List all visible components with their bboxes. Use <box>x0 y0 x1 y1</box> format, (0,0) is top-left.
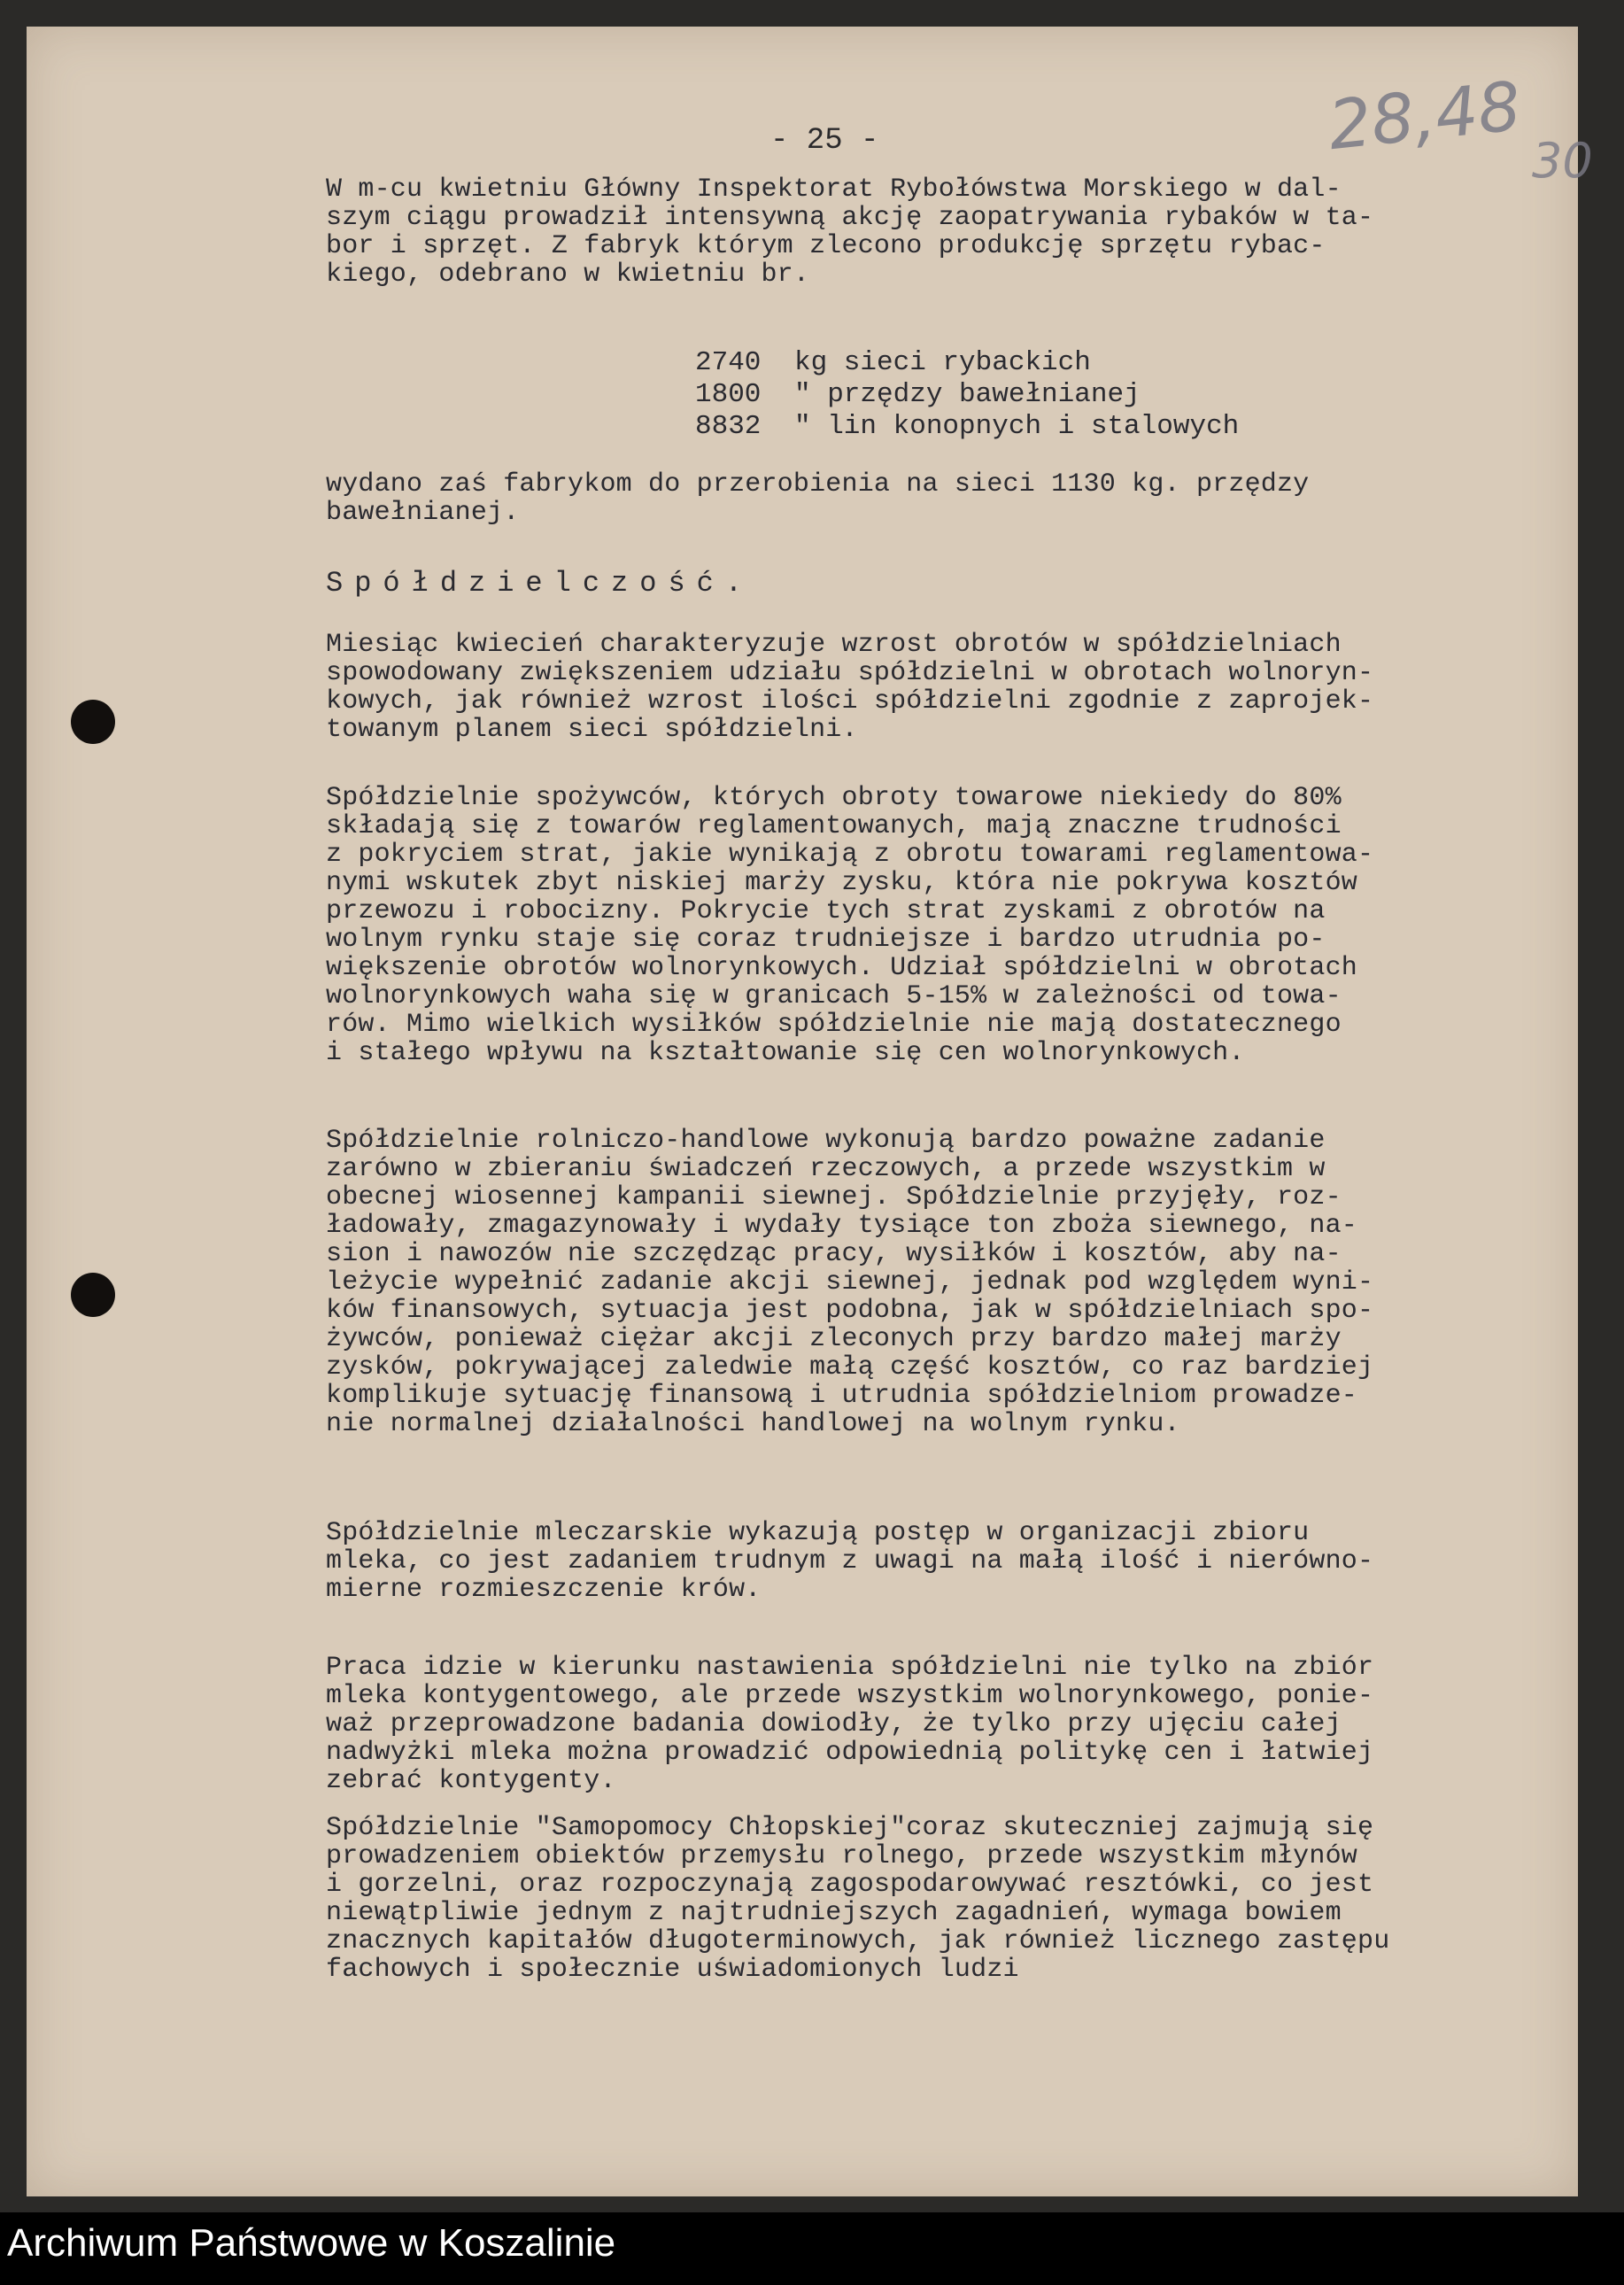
paragraph-intro: W m-cu kwietniu Główny Inspektorat Rybołówstwa Morskiego w dal- szym ciągu prowadził intensywną akcję zaopatrywania rybaków w ta- bor i sprzęt. Z fabryk którym zlecono produkcję sprzętu rybac- kiego, odebrano w kwietniu br. <box>326 174 1374 290</box>
paragraph-milk-collection: Praca idzie w kierunku nastawienia spółdzielni nie tylko na zbiór mleka kontygentowego, ale przede wszystkim wolnorynkowego, ponie- waż przeprowadzone badania dowiodły, że tylko przy ujęciu całej nadwyżki mleka można prowadzić odpowiednią politykę cen i łatwiej zebrać kontygenty. <box>326 1653 1374 1796</box>
paragraph-consumer-cooperatives: Spółdzielnie spożywców, których obroty towarowe niekiedy do 80% składają się z towarów reglamentowanych, mają znaczne trudności z pokryciem strat, jakie wynikają z obrotu towarami reglamentowa- nymi wskutek zbyt niskiej marży zysku, która nie pokrywa kosztów przewozu i robocizny. Pokrycie tych strat zyskami z obrotów na wolnym rynku staje się coraz trudniejsze i bardzo utrudnia po- większenie obrotów wolnorynkowych. Udział spółdzielni w obrotach wolnorynkowych waha się w granicach 5-15% w zależności od towa- rów. Mimo wielkich wysiłków spółdzielnie nie mają dostatecznego i stałego wpływu na kształtowanie się cen wolnorynkowych. <box>326 783 1374 1068</box>
delivery-item: kg sieci rybackich <box>794 347 1091 378</box>
paragraph-dairy-cooperatives: Spółdzielnie mleczarskie wykazują postęp w organizacji zbioru mleka, co jest zadaniem trudnym z uwagi na małą ilość i nierówno- mierne rozmieszczenie krów. <box>326 1518 1374 1605</box>
archive-caption: Archiwum Państwowe w Koszalinie <box>7 2221 616 2265</box>
delivery-item: " lin konopnych i stalowych <box>794 411 1240 442</box>
delivery-quantity: 2740 <box>695 347 762 378</box>
section-heading: Spółdzielczość. <box>326 567 754 600</box>
delivery-list-item <box>695 379 1239 411</box>
archive-caption-bar <box>0 2212 1624 2285</box>
handwritten-folio-number: 30 <box>1532 133 1593 189</box>
delivery-list-item <box>695 411 1239 443</box>
page-number: - 25 - <box>770 124 879 158</box>
delivery-quantity: 8832 <box>695 411 762 442</box>
punch-hole <box>71 700 115 744</box>
paragraph-agricultural-cooperatives: Spółdzielnie rolniczo-handlowe wykonują bardzo poważne zadanie zarówno w zbieraniu świadczeń rzeczowych, a przede wszystkim w obecnej wiosennej kampanii siewnej. Spółdzielnie przyjęły, roz- ładowały, zmagazynowały i wydały tysiące ton zboża siewnego, na- sion i nawozów nie szczędząc pracy, wysiłków i kosztów, aby na- leżycie wypełnić zadanie akcji siewnej, jednak pod względem wyni- ków finansowych, sytuacja jest podobna, jak w spółdzielniach spo- żywców, ponieważ ciężar akcji zleconych przy bardzo małej marży zysków, pokrywającej zaledwie małą część kosztów, co raz bardziej komplikuje sytuację finansową i utrudnia spółdzielniom prowadze- nie normalnej działalności handlowej na wolnym rynku. <box>326 1126 1374 1439</box>
punch-hole <box>71 1273 115 1317</box>
paragraph-self-help-cooperatives: Spółdzielnie "Samopomocy Chłopskiej"coraz skuteczniej zajmują się prowadzeniem obiektów przemysłu rolnego, przede wszystkim młynów i gorzelni, oraz rozpoczynają zagospodarowywać resztówki, co jest niewątpliwie jednym z najtrudniejszych zagadnień, wymaga bowiem znacznych kapitałów długoterminowych, jak również licznego zastępu fachowych i społecznie uświadomionych ludzi <box>326 1813 1390 1985</box>
delivery-list-item <box>695 347 1239 379</box>
paragraph-after-list: wydano zaś fabrykom do przerobienia na sieci 1130 kg. przędzy bawełnianej. <box>326 469 1310 528</box>
delivery-item: " przędzy bawełnianej <box>794 379 1141 410</box>
delivery-quantity: 1800 <box>695 379 762 410</box>
paragraph-cooperatives: Miesiąc kwiecień charakteryzuje wzrost obrotów w spółdzielniach spowodowany zwiększeniem udziału spółdzielni w obrotach wolnoryn- kowych, jak również wzrost ilości spółdzielni zgodnie z zaprojek- towanym planem sieci spółdzielni. <box>326 630 1374 745</box>
handwritten-archive-number: 28,48 <box>1324 66 1525 166</box>
delivery-list <box>695 347 1239 443</box>
